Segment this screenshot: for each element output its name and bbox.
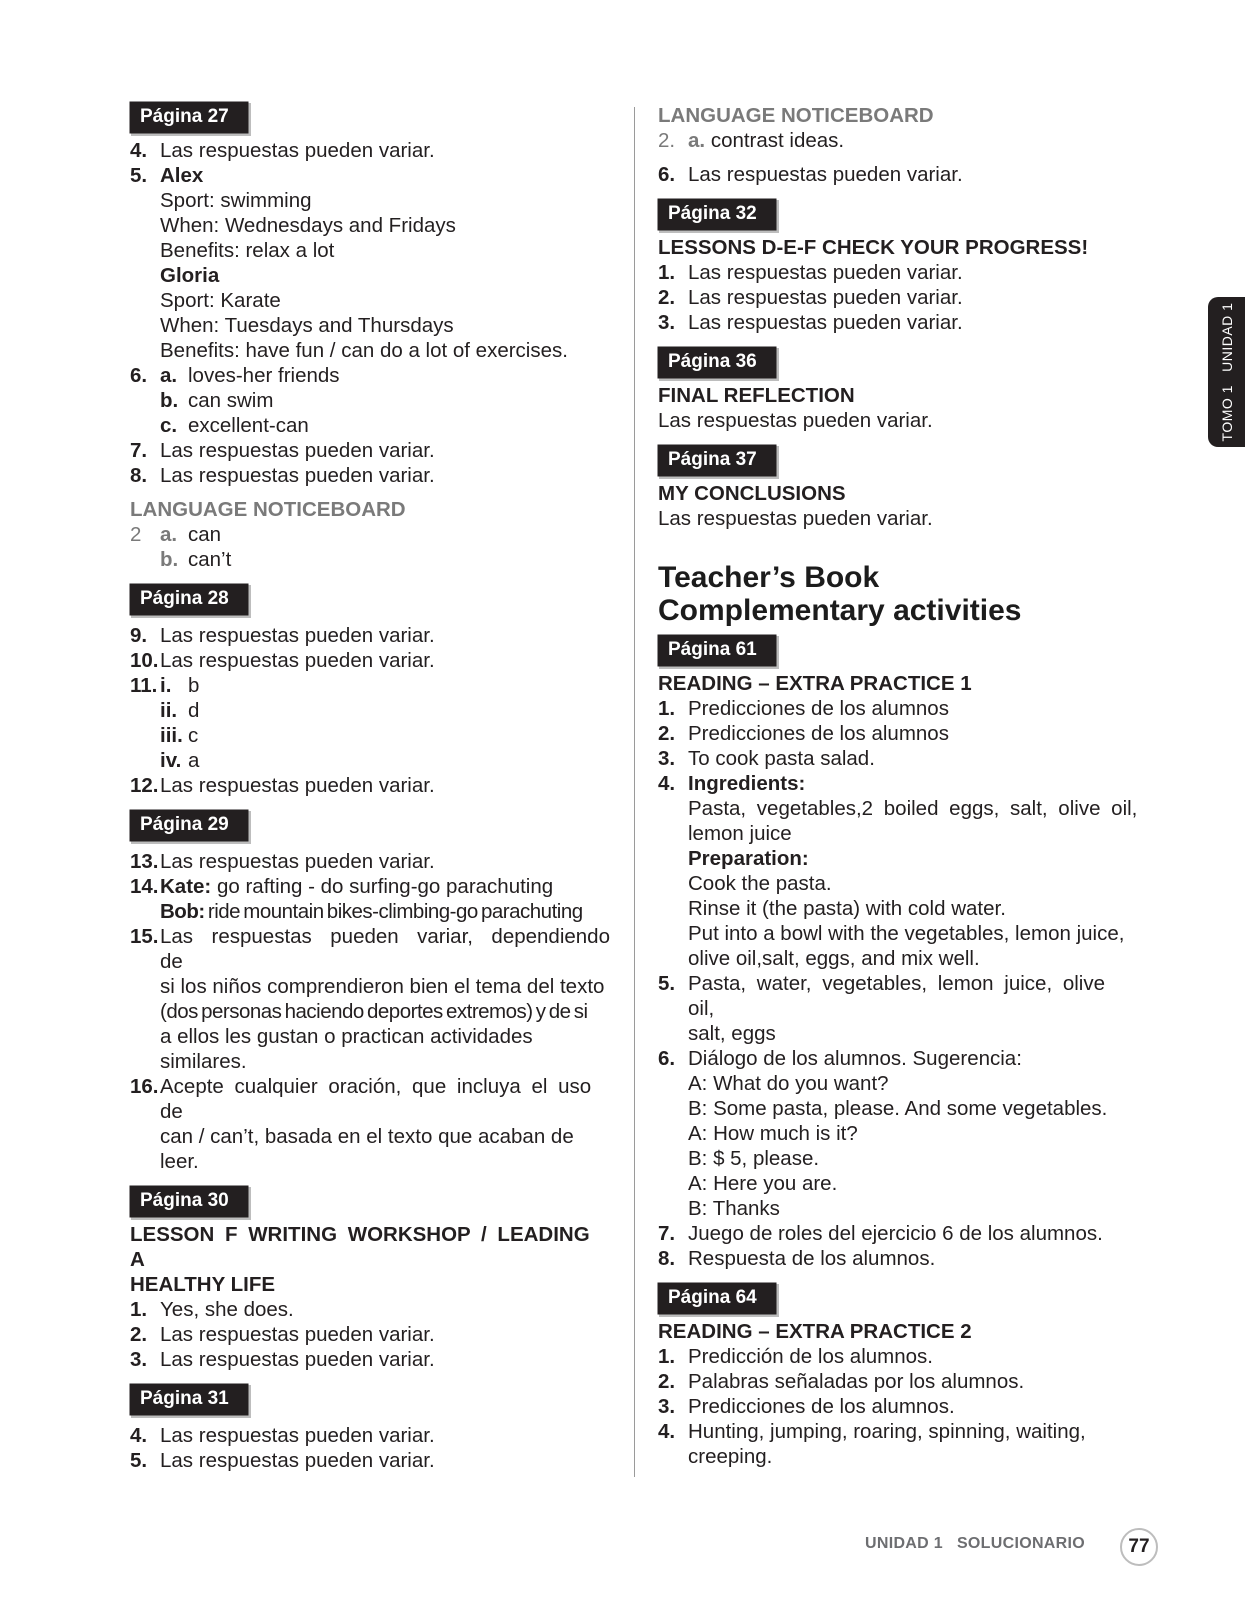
page31-answer-4: 4. Las respuestas pueden variar. (130, 1424, 435, 1447)
r1-answer-7: 7. Juego de roles del ejercicio 6 de los alumnos. (658, 1222, 1103, 1245)
reading-extra-practice-2-title: READING – EXTRA PRACTICE 2 (658, 1320, 972, 1343)
r1-answer-5-line2: salt, eggs (688, 1022, 776, 1045)
noticeboard-2b: b. can’t (160, 548, 232, 571)
r1-answer-6: 6. Diálogo de los alumnos. Sugerencia: (658, 1047, 1022, 1070)
answer-9: 9. Las respuestas pueden variar. (130, 624, 435, 647)
preparation-step3: Put into a bowl with the vegetables, lemon juice, (688, 922, 1125, 945)
r1-answer-3: 3. To cook pasta salad. (658, 747, 875, 770)
side-tab-label: TOMO 1 UNIDAD 1 (1218, 302, 1235, 442)
r1-answer-2: 2. Predicciones de los alumnos (658, 722, 949, 745)
preparation-step4: olive oil,salt, eggs, and mix well. (688, 947, 980, 970)
page31-answer-5: 5. Las respuestas pueden variar. (130, 1449, 435, 1472)
lesson-f-answer-2: 2. Las respuestas pueden variar. (130, 1323, 435, 1346)
r1-answer-4: 4. Ingredients: (658, 772, 806, 795)
answer-11ii: ii. d (160, 699, 200, 722)
preparation-label: Preparation: (688, 847, 809, 870)
noticeboard-2a: 2 a. can (130, 523, 222, 546)
gloria-when: When: Tuesdays and Thursdays (160, 314, 454, 337)
answer-14-bob: Bob: ride mountain bikes-climbing-go parachuting (160, 900, 583, 923)
dialogue-line6: B: Thanks (688, 1197, 780, 1220)
answer-14-kate: 14. Kate: go rafting - do surfing-go parachuting (130, 875, 554, 898)
def-answer-3: 3. Las respuestas pueden variar. (658, 311, 963, 334)
dialogue-line1: A: What do you want? (688, 1072, 889, 1095)
answer-8: 8. Las respuestas pueden variar. (130, 464, 435, 487)
answer-16: 16. Acepte cualquier oración, que incluya el uso de (130, 1075, 592, 1123)
footer-unit: UNIDAD 1 (864, 1535, 943, 1552)
page-badge-64: Página 64 (659, 1284, 775, 1313)
volume-unit-side-tab (1208, 297, 1245, 447)
my-conclusions-title: MY CONCLUSIONS (658, 482, 846, 505)
r1-answer-8: 8. Respuesta de los alumnos. (658, 1247, 936, 1270)
r2-answer-3: 3. Predicciones de los alumnos. (658, 1395, 955, 1418)
dialogue-line4: B: $ 5, please. (688, 1147, 820, 1170)
answer-11i: 11. i. b (130, 674, 200, 697)
final-reflection-title: FINAL REFLECTION (658, 384, 855, 407)
page-number: 77 (1120, 1528, 1158, 1566)
lesson-f-answer-1: 1. Yes, she does. (130, 1298, 294, 1321)
ingredients-line2: lemon juice (688, 822, 792, 845)
r2-answer-2: 2. Palabras señaladas por los alumnos. (658, 1370, 1025, 1393)
preparation-step1: Cook the pasta. (688, 872, 832, 895)
dialogue-line5: A: Here you are. (688, 1172, 838, 1195)
final-reflection-text: Las respuestas pueden variar. (658, 409, 933, 432)
alex-benefits: Benefits: relax a lot (160, 239, 335, 262)
language-noticeboard-title-2: LANGUAGE NOTICEBOARD (658, 104, 934, 127)
def-answer-1: 1. Las respuestas pueden variar. (658, 261, 963, 284)
page-badge-27: Página 27 (131, 103, 247, 132)
preparation-step2: Rinse it (the pasta) with cold water. (688, 897, 1006, 920)
ingredients-line1: Pasta, vegetables,2 boiled eggs, salt, olive oil, (688, 797, 1138, 820)
answer-6b: b. can swim (160, 389, 274, 412)
answer-4: 4. Las respuestas pueden variar. (130, 139, 435, 162)
right-column (658, 103, 1138, 1469)
answer-6-right: 6. Las respuestas pueden variar. (658, 163, 963, 186)
lesson-f-title-line1: LESSON F WRITING WORKSHOP / LEADING A (130, 1223, 590, 1271)
page-badge-28: Página 28 (131, 585, 247, 614)
answer-15: 15. Las respuestas pueden variar, dependiendo de (130, 925, 610, 973)
lessons-def-title: LESSONS D-E-F CHECK YOUR PROGRESS! (658, 236, 1089, 259)
lesson-f-title-line2: HEALTHY LIFE (130, 1273, 276, 1296)
answer-10: 10. Las respuestas pueden variar. (130, 649, 435, 672)
left-column (130, 103, 610, 1473)
answer-6c: c. excellent-can (160, 414, 309, 437)
r1-answer-5: 5. Pasta, water, vegetables, lemon juice, olive oil, (658, 972, 1105, 1020)
answer-16-line2: can / can’t, basada en el texto que acaban de leer. (160, 1125, 574, 1173)
alex-sport: Sport: swimming (160, 189, 312, 212)
alex-when: When: Wednesdays and Fridays (160, 214, 456, 237)
gloria-name: Gloria (160, 264, 220, 287)
page-badge-30: Página 30 (131, 1187, 247, 1216)
page-badge-61: Página 61 (659, 636, 775, 665)
r1-answer-1: 1. Predicciones de los alumnos (658, 697, 949, 720)
dialogue-line3: A: How much is it? (688, 1122, 858, 1145)
complementary-activities-title: Complementary activities (658, 594, 1022, 627)
gloria-benefits: Benefits: have fun / can do a lot of exercises. (160, 339, 568, 362)
def-answer-2: 2. Las respuestas pueden variar. (658, 286, 963, 309)
page-footer (865, 1535, 1085, 1553)
teachers-book-title: Teacher’s Book (658, 561, 880, 594)
noticeboard-2a-right: 2. a. contrast ideas. (658, 129, 845, 152)
r2-answer-1: 1. Predicción de los alumnos. (658, 1345, 933, 1368)
r2-answer-4-line2: creeping. (688, 1445, 773, 1468)
page-badge-37: Página 37 (659, 446, 775, 475)
answer-12: 12. Las respuestas pueden variar. (130, 774, 435, 797)
column-divider (634, 107, 635, 1477)
answer-7: 7. Las respuestas pueden variar. (130, 439, 435, 462)
my-conclusions-text: Las respuestas pueden variar. (658, 507, 933, 530)
language-noticeboard-title: LANGUAGE NOTICEBOARD (130, 498, 406, 521)
page-badge-29: Página 29 (131, 811, 247, 840)
page-badge-32: Página 32 (659, 200, 775, 229)
answer-11iv: iv. a (160, 749, 200, 772)
answer-5: 5. Alex (130, 164, 204, 187)
footer-section: SOLUCIONARIO (956, 1535, 1085, 1552)
answer-15-line3: (dos personas haciendo deportes extremos) y de si (160, 1000, 588, 1023)
answer-11iii: iii. c (160, 724, 199, 747)
answer-13: 13. Las respuestas pueden variar. (130, 850, 435, 873)
reading-extra-practice-1-title: READING – EXTRA PRACTICE 1 (658, 672, 972, 695)
gloria-sport: Sport: Karate (160, 289, 281, 312)
page-badge-36: Página 36 (659, 348, 775, 377)
answer-15-line2: si los niños comprendieron bien el tema del texto (160, 975, 605, 998)
r2-answer-4: 4. Hunting, jumping, roaring, spinning, waiting, (658, 1420, 1086, 1443)
lesson-f-answer-3: 3. Las respuestas pueden variar. (130, 1348, 435, 1371)
page-badge-31: Página 31 (131, 1385, 247, 1414)
answer-6a: 6. a. loves-her friends (130, 364, 340, 387)
dialogue-line2: B: Some pasta, please. And some vegetables. (688, 1097, 1108, 1120)
answer-15-line4: a ellos les gustan o practican actividades similares. (160, 1025, 533, 1073)
